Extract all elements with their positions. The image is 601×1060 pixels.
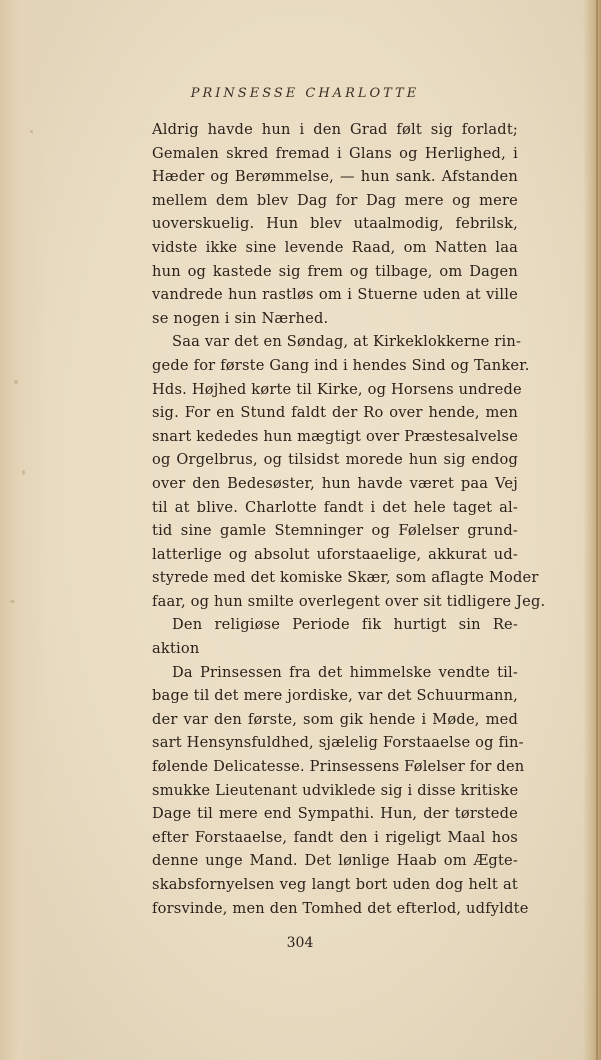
text-line: mellem dem blev Dag for Dag mere og mere [152, 191, 518, 209]
text-line: Da Prinsessen fra det himmelske vendte til- [172, 663, 518, 681]
text-line: vandrede hun rastløs om i Stuerne uden at ville [152, 286, 518, 304]
text-line: hun og kastede sig frem og tilbage, om Dagen [152, 262, 518, 280]
page-edge-shadow [583, 0, 601, 1060]
text-line: vidste ikke sine levende Raad, om Natten laa [152, 238, 518, 256]
text-line: Den religiøse Periode fik hurtigt sin Re- [172, 616, 518, 634]
text-line: denne unge Mand. Det lønlige Haab om Ægte- [152, 852, 518, 870]
running-head: PRINSESSE CHARLOTTE [190, 86, 420, 101]
text-line: styrede med det komiske Skær, som aflagte Moder [152, 569, 539, 587]
page-gutter-shadow [0, 0, 48, 1060]
text-line: forsvinde, men den Tomhed det efterlod, udfyldte [152, 899, 529, 917]
text-line: til at blive. Charlotte fandt i det hele taget al- [152, 498, 518, 516]
page-number: 304 [286, 935, 314, 951]
paper-speck [30, 130, 33, 133]
text-line: følende Delicatesse. Prinsessens Følelser for den [152, 758, 525, 776]
text-line: faar, og hun smilte overlegent over sit tidligere Jeg. [152, 592, 546, 610]
text-line: Aldrig havde hun i den Grad følt sig forladt; [152, 121, 518, 138]
text-line: smukke Lieutenant udviklede sig i disse kritiske [152, 781, 519, 799]
text-line: og Orgelbrus, og tilsidst morede hun sig endog [152, 451, 518, 469]
text-line: der var den første, som gik hende i Møde, med [152, 710, 518, 728]
text-line: sig. For en Stund faldt der Ro over hende, men [152, 404, 518, 422]
paper-speck [22, 470, 25, 475]
text-line: tid sine gamle Stemninger og Følelser grund- [152, 522, 518, 540]
text-line: gede for første Gang ind i hendes Sind og Tanker. [152, 356, 530, 374]
text-line: Saa var det en Søndag, at Kirkeklokkerne rin- [172, 333, 522, 351]
text-line: snart kededes hun mægtigt over Præstesalvelse [152, 427, 519, 445]
page-edge-line [596, 0, 598, 1060]
text-line: aktion [152, 640, 200, 658]
text-line: over den Bedesøster, hun havde været paa Vej [152, 474, 518, 492]
text-line: Gemalen skred fremad i Glans og Herlighed, i [152, 144, 518, 162]
text-line: Dage til mere end Sympathi. Hun, der tørstede [152, 805, 518, 823]
paper-speck [14, 380, 18, 384]
body-text [152, 118, 546, 920]
text-line: skabsfornyelsen veg langt bort uden dog helt at [152, 876, 518, 893]
text-line: Hæder og Berømmelse, — hun sank. Afstanden [152, 168, 518, 186]
text-line: bage til det mere jordiske, var det Schuurmann, [152, 687, 519, 705]
text-line: sart Hensynsfuldhed, sjælelig Forstaaelse og fin- [152, 734, 524, 752]
text-line: Hds. Højhed kørte til Kirke, og Horsens undrede [152, 380, 522, 398]
text-line: se nogen i sin Nærhed. [152, 309, 329, 327]
paper-speck [10, 600, 15, 603]
text-line: uoverskuelig. Hun blev utaalmodig, febrilsk, [152, 215, 518, 233]
text-line: efter Forstaaelse, fandt den i rigeligt Maal hos [152, 828, 518, 846]
text-line: latterlige og absolut uforstaaelige, akkurat ud- [152, 545, 518, 563]
